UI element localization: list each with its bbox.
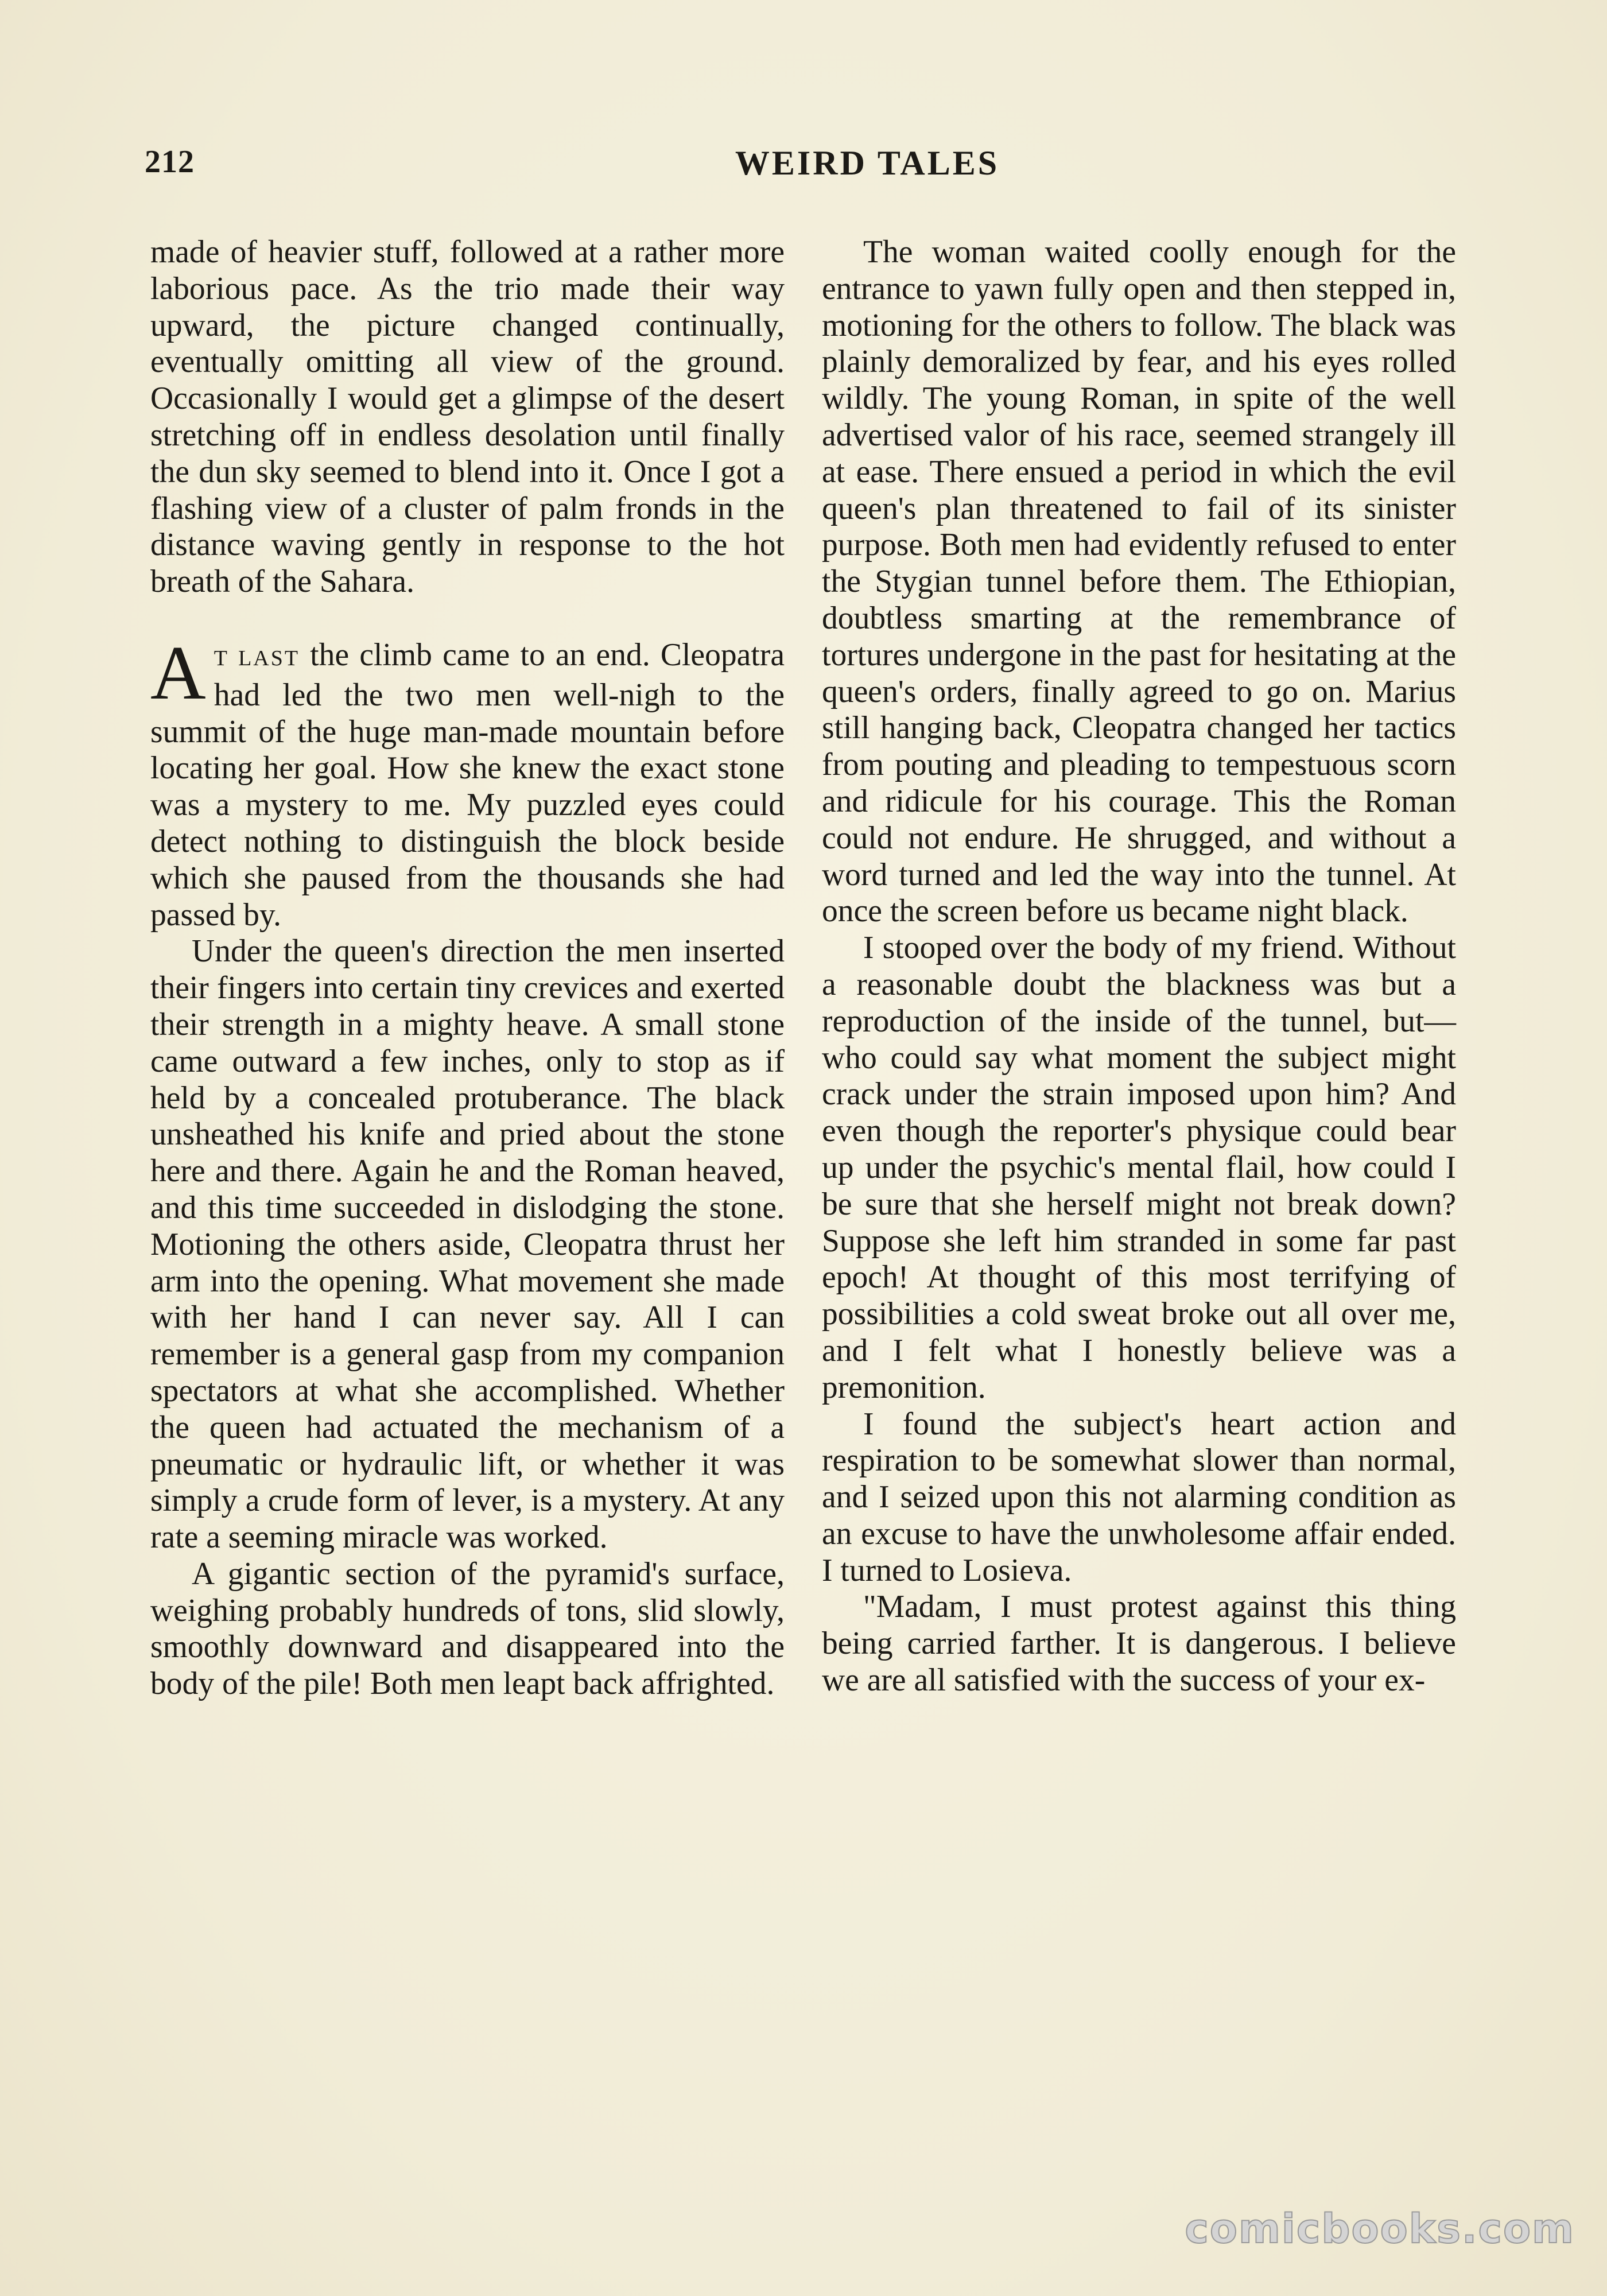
- paragraph: A gigantic section of the pyramid's surface, weighing probably hundreds of tons, slid slowly, smoothly downward and disappeared into the body of the pile! Both men leapt back affrighted.: [150, 1556, 785, 1702]
- page-number: 212: [145, 144, 195, 180]
- left-column: [150, 234, 785, 1702]
- running-title: WEIRD TALES: [735, 144, 1000, 182]
- paragraph: Under the queen's direction the men inserted their fingers into certain tiny crevices and exerted their strength in a mighty heave. A small stone came outward a few inches, only to stop as if held by a concealed protuberance. The black unsheathed his knife and pried about the stone here and there. Again he and the Roman heaved, and this time succeeded in dislodging the stone. Motioning the others aside, Cleopatra thrust her arm into the opening. What movement she made with her hand I can never say. All I can remember is a general gasp from my companion spectators at what she accomplished. Whether the queen had actuated the mechanism of a pneumatic or hydraulic lift, or whether it was simply a crude form of lever, is a mystery. At any rate a seeming miracle was worked.: [150, 933, 785, 1556]
- drop-cap: A: [150, 630, 206, 715]
- paragraph: "Madam, I must protest against this thing being carried farther. It is dangerous. I believe we are all satisfied with the success of your ex-: [822, 1589, 1456, 1698]
- paragraph: I found the subject's heart action and respiration to be somewhat slower than normal, and I seized upon this not alarming condition as an excuse to have the unwholesome affair ended. I turned to Losieva.: [822, 1406, 1456, 1588]
- right-column: [822, 234, 1456, 1699]
- paragraph: I stooped over the body of my friend. Without a reasonable doubt the blackness was but a reproduction of the inside of the tunnel, but—who could say what moment the subject might crack under the strain imposed upon him? And even though the reporter's physique could bear up under the psychic's mental flail, how could I be sure that she herself might not break down? Suppose she left him stranded in some far past epoch! At thought of this most terrifying of possibilities a cold sweat broke out all over me, and I felt what I honestly believe was a premonition.: [822, 930, 1456, 1405]
- small-caps-lead: T LAST: [214, 646, 300, 670]
- paragraph: made of heavier stuff, followed at a rather more laborious pace. As the trio made their way upward, the picture changed continually, eventually omitting all view of the ground. Occasionally I would get a glimpse of the desert stretching off in endless desolation until finally the dun sky seemed to blend into it. Once I got a flashing view of a cluster of palm fronds in the distance waving gently in response to the hot breath of the Sahara.: [150, 234, 785, 600]
- page-header: [145, 144, 1458, 189]
- paragraph-text: the climb came to an end. Cleopatra had led the two men well-nigh to the summit of the huge man-made mountain before locating her goal. How she knew the exact stone was a mystery to me. My puzzled eyes could detect nothing to distinguish the block beside which she paused from the thousands she had passed by.: [150, 637, 785, 933]
- section-start-paragraph: [150, 630, 785, 933]
- site-watermark: comicbooks.com: [1185, 2205, 1575, 2252]
- paragraph: The woman waited coolly enough for the entrance to yawn fully open and then stepped in, motioning for the others to follow. The black was plainly demoralized by fear, and his eyes rolled wildly. The young Roman, in spite of the well advertised valor of his race, seemed strangely ill at ease. There ensued a period in which the evil queen's plan threatened to fail of its sinister purpose. Both men had evidently refused to enter the Stygian tunnel before them. The Ethiopian, doubtless smarting at the remembrance of tortures undergone in the past for hesitating at the queen's orders, finally agreed to go on. Marius still hanging back, Cleopatra changed her tactics from pouting and pleading to tempestuous scorn and ridicule for his courage. This the Roman could not endure. He shrugged, and without a word turned and led the way into the tunnel. At once the screen before us became night black.: [822, 234, 1456, 929]
